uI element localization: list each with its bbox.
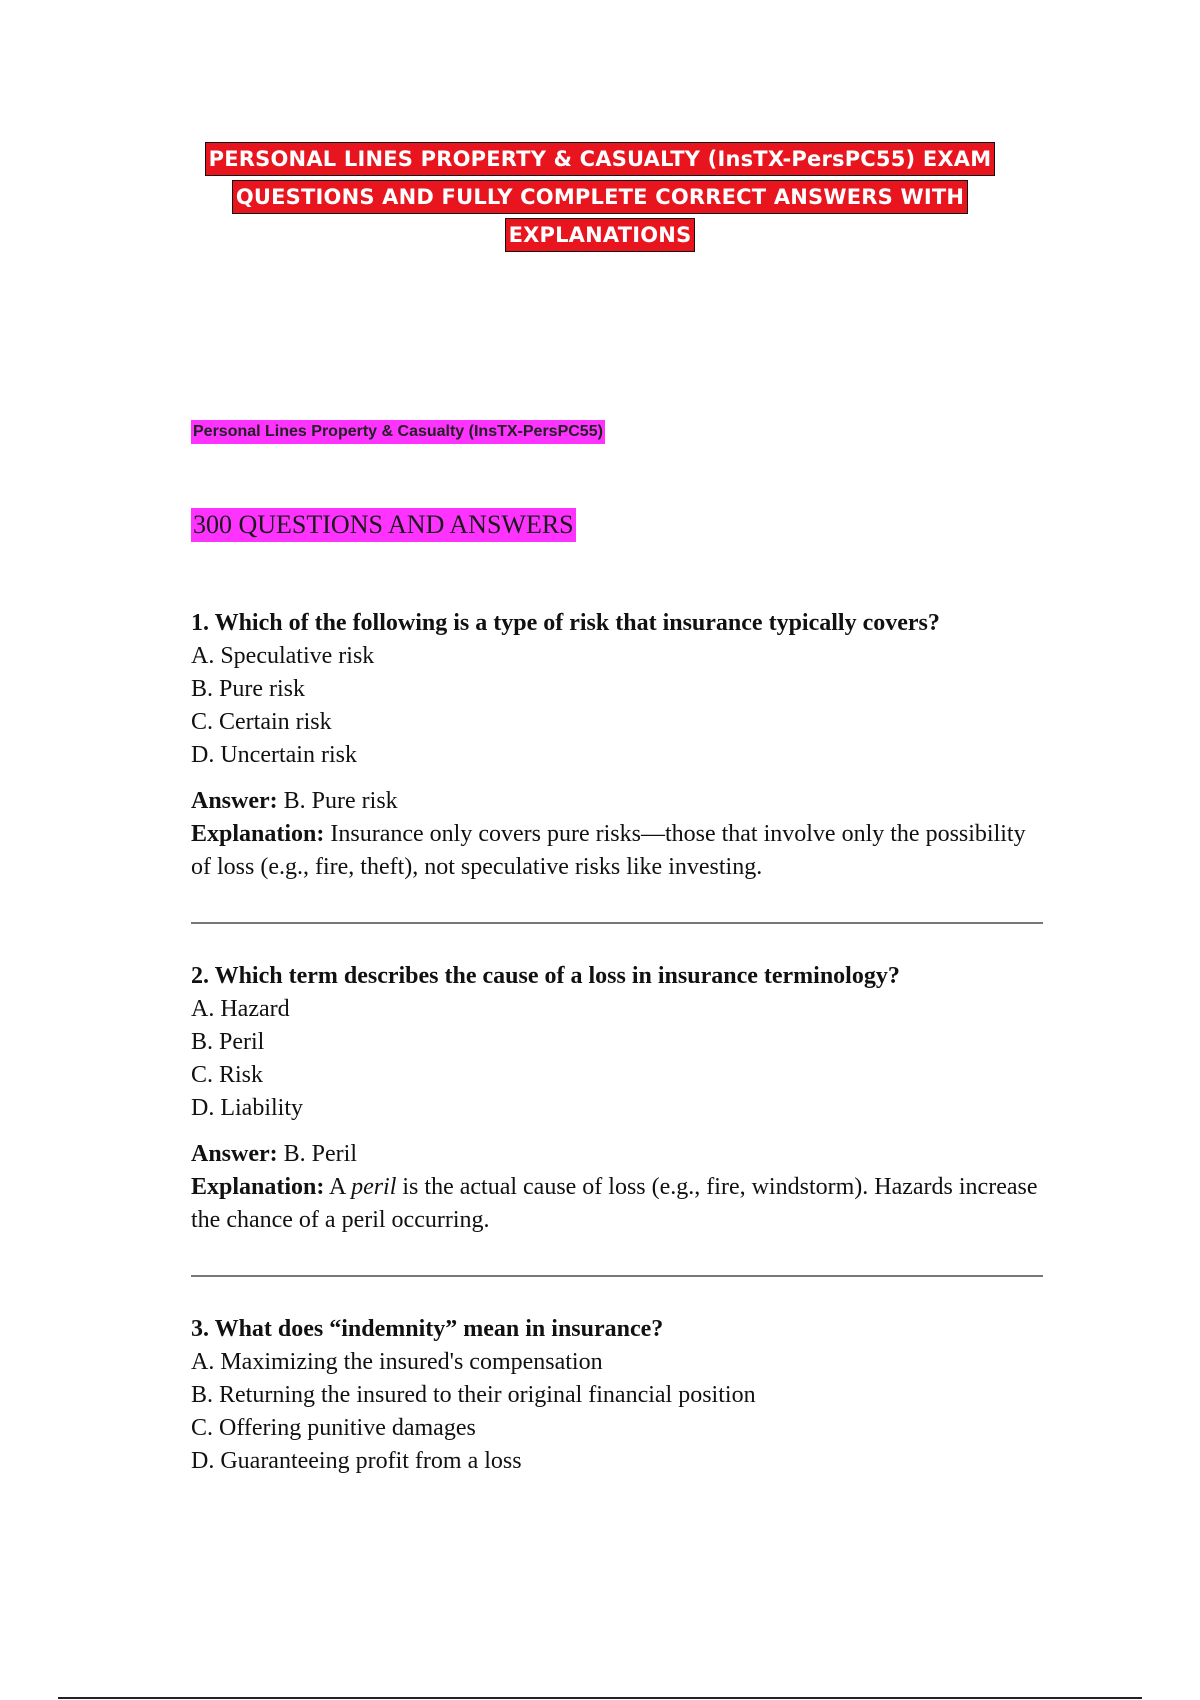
title-line-2: QUESTIONS AND FULLY COMPLETE CORRECT ANSWERS WITH — [232, 180, 968, 214]
answer-block — [191, 785, 1043, 884]
answer-label: Answer: — [191, 788, 278, 814]
option-a: A. Maximizing the insured's compensation — [191, 1349, 603, 1375]
answer-line — [191, 785, 1043, 818]
question-1 — [191, 607, 1043, 884]
question-2 — [191, 960, 1043, 1237]
question-count-heading: 300 QUESTIONS AND ANSWERS — [191, 508, 576, 542]
document-title — [0, 140, 1200, 254]
option-d: D. Guaranteeing profit from a loss — [191, 1448, 522, 1474]
answer-line — [191, 1138, 1043, 1171]
answer-value: B. Pure risk — [277, 788, 398, 814]
question-text: 2. Which term describes the cause of a loss in insurance terminology? — [191, 963, 900, 989]
option-c: C. Offering punitive damages — [191, 1415, 476, 1441]
answer-value: B. Peril — [277, 1141, 357, 1167]
explanation-line — [191, 818, 1043, 884]
explanation-text-pre: A — [324, 1174, 352, 1200]
explanation-line — [191, 1171, 1043, 1237]
explanation-term: peril — [351, 1174, 397, 1200]
option-d: D. Uncertain risk — [191, 742, 357, 768]
explanation-label: Explanation: — [191, 821, 325, 847]
explanation-text: Insurance only covers pure risks—those that involve only the possibility of loss (e.g., fire, theft), not speculative risks like investing. — [191, 821, 1026, 880]
option-a: A. Hazard — [191, 996, 290, 1022]
title-line-3: EXPLANATIONS — [505, 218, 696, 252]
explanation-text-post: is the actual cause of loss (e.g., fire, windstorm). Hazards increase the chance of a peril occurring. — [191, 1174, 1038, 1233]
option-c: C. Certain risk — [191, 709, 332, 735]
option-b: B. Pure risk — [191, 676, 305, 702]
divider — [191, 922, 1043, 924]
question-3 — [191, 1313, 1043, 1478]
option-c: C. Risk — [191, 1062, 264, 1088]
divider — [191, 1275, 1043, 1277]
option-b: B. Returning the insured to their original financial position — [191, 1382, 756, 1408]
title-line-1: PERSONAL LINES PROPERTY & CASUALTY (InsTX-PersPC55) EXAM — [205, 142, 996, 176]
question-list — [191, 607, 1043, 1478]
question-text: 1. Which of the following is a type of risk that insurance typically covers? — [191, 610, 940, 636]
option-b: B. Peril — [191, 1029, 265, 1055]
answer-block — [191, 1138, 1043, 1237]
answer-label: Answer: — [191, 1141, 278, 1167]
option-d: D. Liability — [191, 1095, 303, 1121]
exam-subtitle: Personal Lines Property & Casualty (InsTX-PersPC55) — [191, 420, 605, 444]
page-bottom-rule — [58, 1697, 1142, 1699]
question-text: 3. What does “indemnity” mean in insurance? — [191, 1316, 664, 1342]
option-a: A. Speculative risk — [191, 643, 375, 669]
explanation-label: Explanation: — [191, 1174, 325, 1200]
